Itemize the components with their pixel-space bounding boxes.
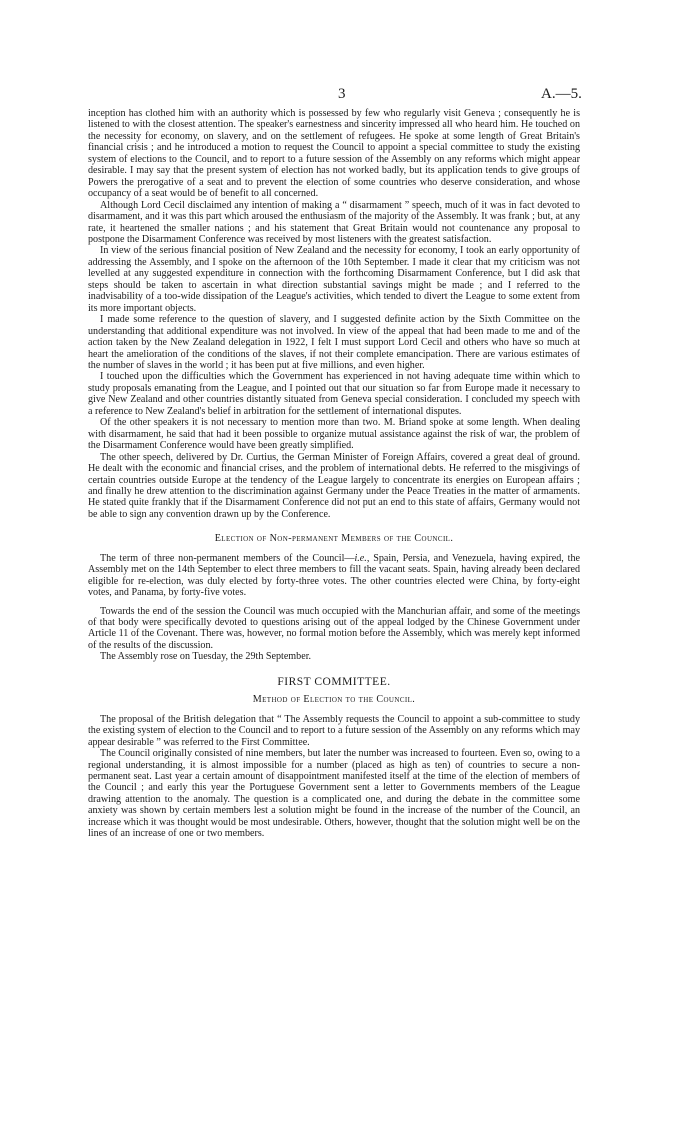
paragraph: Although Lord Cecil disclaimed any intention of making a “ disarmament ” speech, much of it was in fact devoted to disarmament, and it was this part which aroused the enthusiasm of the majority of the Assembly. It was frank ; but, at any rate, it heartened the smaller nations ; and his statement that Great Britain would not countenance any proposal to postpone the Disarmament Conference was received by most listeners with the greatest satisfaction. xyxy=(88,199,580,245)
paragraph xyxy=(88,553,580,599)
paragraph: In view of the serious financial position of New Zealand and the necessity for economy, I took an early opportunity of addressing the Assembly, and I spoke on the afternoon of the 10th September. I made it clear that my criticism was not levelled at any suggested expenditure in connection with the forthcoming Disarmament Conference, but I did ask that steps should be taken to ascertain in what direction substantial savings might be made ; and I referred to the inadvisability of a too-wide dissipation of the League's activities, which tended to divert the League to some extent from its more important objects. xyxy=(88,245,580,314)
paragraph: I made some reference to the question of slavery, and I suggested definite action by the Sixth Committee on the understanding that additional expenditure was not involved. In view of the appeal that had been made to me and of the action taken by the New Zealand delegation in 1922, I felt I must support Lord Cecil and others who have so much at heart the amelioration of the conditions of the slaves, if not their complete emancipation. There are various estimates of the number of slaves in the world ; it has been put at five millions, and even higher. xyxy=(88,314,580,371)
paragraph: The other speech, delivered by Dr. Curtius, the German Minister of Foreign Affairs, covered a great deal of ground. He dealt with the economic and financial crises, and the problem of international debts. He referred to the misgivings of certain countries outside Europe at the tendency of the League largely to concentrate its energies on European affairs ; and finally he drew attention to the discrimination against Germany under the Peace Treaties in the matter of armaments. He stated quite frankly that if the Disarmament Conference did not put an end to this state of affairs, Germany would not be able to sign any convention drawn up by the Conference. xyxy=(88,451,580,520)
paragraph: The proposal of the British delegation that “ The Assembly requests the Council to appoint a sub-committee to study the existing system of election to the Council and to report to a future session of the Assembly on any reforms which may appear desirable ” was referred to the First Committee. xyxy=(88,713,580,748)
text-run: The term of three non-permanent members of the Council— xyxy=(100,552,355,564)
page-number: 3 xyxy=(338,86,346,102)
paragraph: The Assembly rose on Tuesday, the 29th September. xyxy=(100,651,312,663)
paragraph: inception has clothed him with an authority which is possessed by few who regularly visit Geneva ; consequently he is listened to with the closest attention. The speaker's earnestness and sincerity impressed all who heard him. He touched on the necessity for economy, on slavery, and on the settlement of refugees. He spoke at some length of Great Britain's financial crisis ; and he introduced a motion to request the Council to appoint a special committee to study the existing system of elections to the Council, and to report to a future session of the Assembly on any reforms which might appear desirable. I may say that the present system of election has not worked badly, but its application tends to give groups of Powers the prerogative of a seat and to prevent the election of some countries who deserve consideration, and whose occupancy of a seat would be of benefit to all concerned. xyxy=(88,108,580,200)
first-committee-heading: FIRST COMMITTEE. xyxy=(277,675,391,688)
text-run: , Spain, Persia, and Venezuela, having expired, the Assembly met on the 14th September to elect three members to fill the vacant seats. Spain, having already been declared eligible for re-election, was duly elected by forty-three votes. The other countries elected were China, by forty-eight votes, and Panama, by forty-five votes. xyxy=(88,552,580,599)
method-of-election-subheading: Method of Election to the Council. xyxy=(252,694,416,706)
paragraph: Of the other speakers it is not necessary to mention more than two. M. Briand spoke at some length. When dealing with disarmament, he said that had it been possible to organize mutual assistance against the risk of war, the problem of the Disarmament Conference would have been greatly simplified. xyxy=(88,417,580,452)
section-heading-election: Election of Non-permanent Members of the Council. xyxy=(214,533,454,545)
document-body xyxy=(88,108,580,840)
paper-reference: A.—5. xyxy=(541,86,582,102)
paragraph: I touched upon the difficulties which the Government has experienced in not having adequate time within which to study proposals emanating from the League, and I pointed out that our situation so far from Europe made it necessary to give New Zealand and other countries distantly situated from Geneva special consideration. I concluded my speech with a reference to New Zealand's belief in arbitration for the settlement of international disputes. xyxy=(88,371,580,417)
italic-text: i.e. xyxy=(354,552,367,564)
paragraph: The Council originally consisted of nine members, but later the number was increased to fourteen. Even so, owing to a regional understanding, it is almost impossible for a number (placed as high as ten) of countries to secure a non-permanent seat. Last year a certain amount of disappointment manifested itself at the time of the election of members of the Council ; and early this year the Portuguese Government sent a letter to Governments members of the League drawing attention to the anomaly. The question is a complicated one, and during the debate in the committee some anxiety was shown by certain members lest a solution might be found in the increase of the number of the Council, an increase which it was thought would be most undesirable. Others, however, thought that the solution might well be on the lines of an increase of one or two members. xyxy=(88,748,580,840)
paragraph: Towards the end of the session the Council was much occupied with the Manchurian affair, and some of the meetings of that body were specifically devoted to questions arising out of the appeal lodged by the Chinese Government under Article 11 of the Covenant. There was, however, no formal motion before the Assembly, which was merely kept informed of the results of the discussion. xyxy=(88,605,580,651)
